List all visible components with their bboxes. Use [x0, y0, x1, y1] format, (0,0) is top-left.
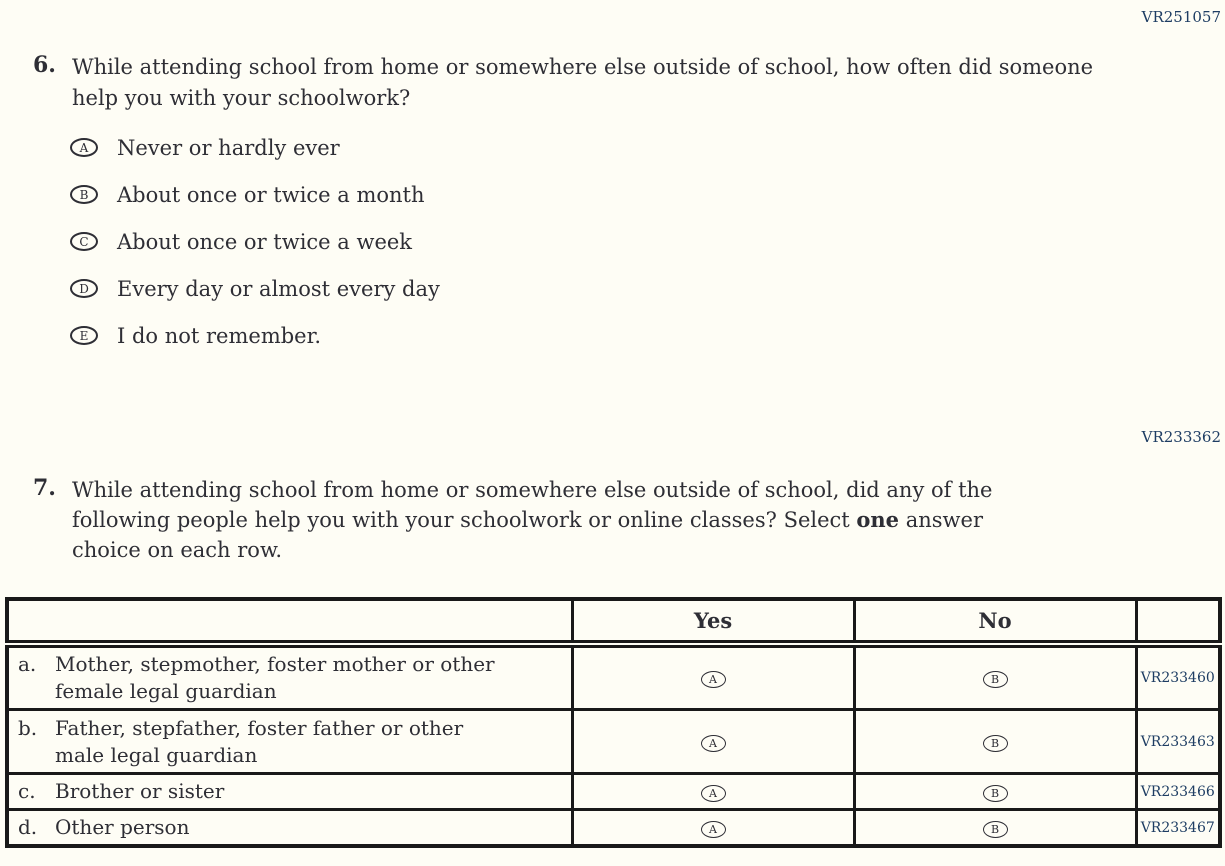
yes-bubble-a[interactable]: A	[701, 671, 726, 688]
question7-text-line1: While attending school from home or somewhere else outside of school, did any of the	[72, 478, 993, 502]
no-bubble-d[interactable]: B	[983, 821, 1008, 838]
no-bubble-c[interactable]: B	[983, 785, 1008, 802]
option-bubble-b[interactable]: B	[70, 185, 98, 204]
item-code-q7: VR233362	[1141, 428, 1221, 446]
yes-bubble-d[interactable]: A	[701, 821, 726, 838]
question7-text-line3: choice on each row.	[72, 538, 283, 562]
no-cell-c[interactable]	[854, 774, 1136, 810]
answer-option-d[interactable]	[70, 265, 440, 312]
bold-word-one: one	[856, 507, 900, 532]
item-code-row-b: VR233463	[1136, 710, 1220, 774]
row-label-a: a. Mother, stepmother, foster mother or other female legal guardian	[7, 644, 572, 710]
row-label-b: b. Father, stepfather, foster father or other male legal guardian	[7, 710, 572, 774]
question7-text-line2: following people help you with your schoolwork or online classes? Select one answer	[72, 507, 983, 532]
yes-cell-a[interactable]	[572, 644, 854, 710]
question7-response-table	[5, 597, 1222, 848]
header-code-cell	[1136, 599, 1220, 644]
question7-text	[72, 475, 992, 565]
yes-bubble-c[interactable]: A	[701, 785, 726, 802]
question6-text-line1: While attending school from home or somewhere else outside of school, how often did someone	[72, 55, 1094, 79]
yes-cell-d[interactable]	[572, 810, 854, 847]
option-label-e: I do not remember.	[117, 323, 322, 348]
question6-text-line2: help you with your schoolwork?	[72, 86, 411, 110]
no-cell-d[interactable]	[854, 810, 1136, 847]
question6-options	[70, 124, 440, 359]
header-yes: Yes	[572, 599, 854, 644]
item-code-q6: VR251057	[1141, 8, 1221, 26]
option-bubble-a[interactable]: A	[70, 138, 98, 157]
question7-number: 7.	[33, 475, 56, 501]
yes-cell-c[interactable]	[572, 774, 854, 810]
yes-bubble-b[interactable]: A	[701, 735, 726, 752]
header-empty-cell	[7, 599, 572, 644]
item-code-row-d: VR233467	[1136, 810, 1220, 847]
table-row-d	[7, 810, 1220, 847]
answer-option-a[interactable]	[70, 124, 440, 171]
question6-number: 6.	[33, 52, 56, 78]
table-row-c	[7, 774, 1220, 810]
item-code-row-a: VR233460	[1136, 644, 1220, 710]
header-no: No	[854, 599, 1136, 644]
option-bubble-d[interactable]: D	[70, 279, 98, 298]
question6-text	[72, 52, 1093, 114]
no-bubble-b[interactable]: B	[983, 735, 1008, 752]
table-row-a	[7, 644, 1220, 710]
no-cell-b[interactable]	[854, 710, 1136, 774]
table-row-b	[7, 710, 1220, 774]
row-label-d: d. Other person	[7, 810, 572, 847]
option-bubble-e[interactable]: E	[70, 326, 98, 345]
table-header-row	[7, 599, 1220, 644]
option-label-d: Every day or almost every day	[117, 276, 440, 301]
option-label-b: About once or twice a month	[117, 182, 425, 207]
no-bubble-a[interactable]: B	[983, 671, 1008, 688]
answer-option-b[interactable]	[70, 171, 440, 218]
no-cell-a[interactable]	[854, 644, 1136, 710]
row-label-c: c. Brother or sister	[7, 774, 572, 810]
option-label-c: About once or twice a week	[117, 229, 413, 254]
yes-cell-b[interactable]	[572, 710, 854, 774]
option-label-a: Never or hardly ever	[117, 135, 340, 160]
option-bubble-c[interactable]: C	[70, 232, 98, 251]
answer-option-e[interactable]	[70, 312, 440, 359]
answer-option-c[interactable]	[70, 218, 440, 265]
item-code-row-c: VR233466	[1136, 774, 1220, 810]
